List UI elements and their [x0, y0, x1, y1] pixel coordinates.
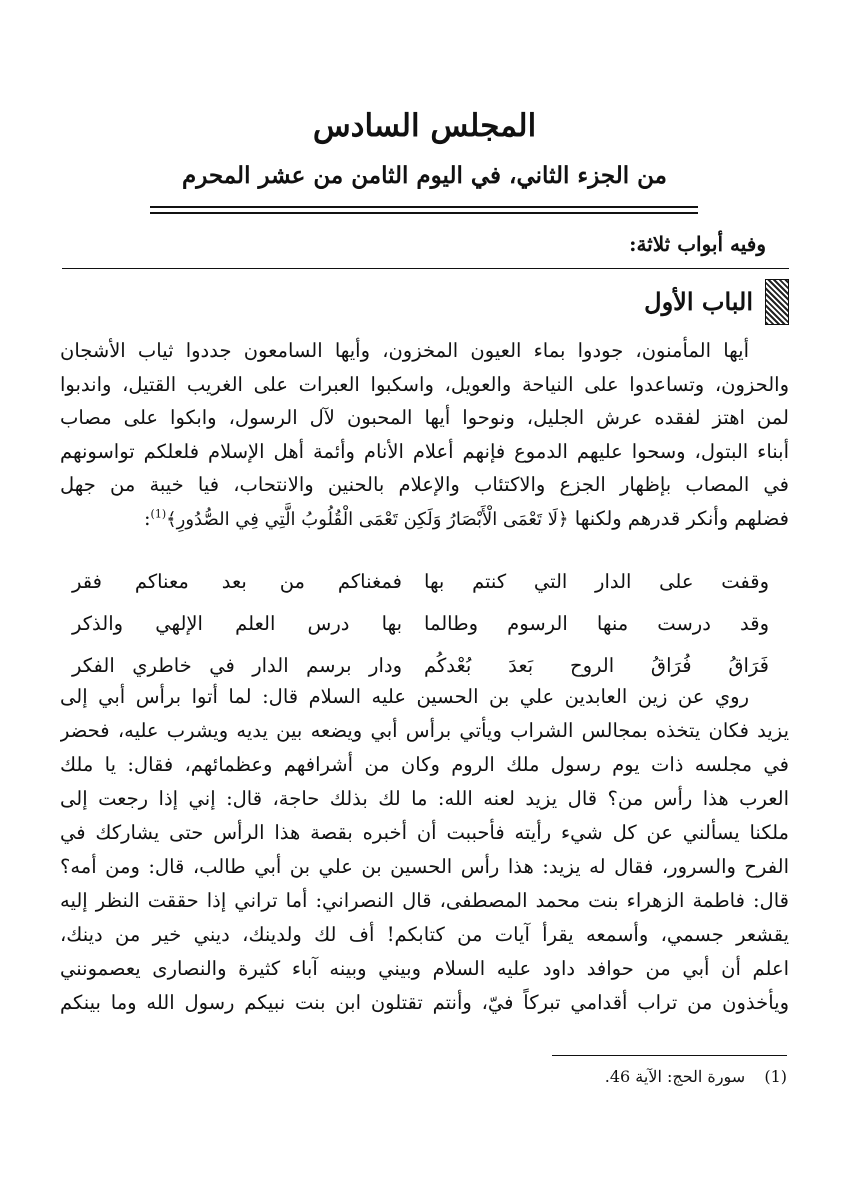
paragraph-line: والحزون، وتساعدوا على النياحة والعويل، واسكبوا العبرات على الغريب القتيل، واندبوا	[60, 372, 789, 396]
line-prefix: فضلهم وأنكر قدرهم ولكنها	[574, 506, 789, 530]
paragraph-line: يقشعر جسمي، وأسمعه يقرأ آيات من كتابكم! أف لك ولدينك، ديني خير من دينك،	[60, 923, 789, 946]
footnote-rule	[552, 1055, 787, 1056]
paragraph-line: ملكنا يسألني عن كل شيء رأيته فأحببت أن أخبره بقصة هذا الرأس حتى يشاركك في	[60, 821, 789, 844]
poem-hemistich-second: فمغناكم من بعد معناكم فقر	[72, 569, 402, 593]
section-marker-icon	[765, 279, 789, 325]
title-divider-bottom	[150, 212, 698, 214]
poem-hemistich-first: وقفت على الدار التي كنتم بها	[424, 569, 769, 593]
poem-hemistich-first: فَرَاقُ فُرَاقُ الروح بَعدَ بُعْدكُم	[424, 653, 769, 677]
paragraph-line: لمن اهتز لفقده عرش الجليل، ونوحوا أيها المحبون لآل الرسول، وابكوا على مصاب	[60, 406, 789, 430]
paragraph-line: ويأخذون من تراب أقدامي تبركاً فيّ، وأنتم تقتلون ابن بنت نبيكم رسول الله وما بينكم	[60, 991, 789, 1014]
paragraph-line: العرب هذا رأس من؟ قال يزيد لعنه الله: ما لك بذلك حاجة، قال: إني إذا رجعت إلى	[60, 787, 789, 810]
paragraph-line: أيها المأمنون، جودوا بماء العيون المخزون، وأيها السامعون جددوا ثياب الأشجان	[60, 339, 749, 362]
paragraph-1	[60, 334, 789, 537]
poem	[60, 560, 789, 686]
poem-hemistich-second: بها درس العلم الإلهي والذكر	[72, 611, 402, 635]
footnote-number: (1)	[764, 1067, 787, 1086]
footnote-marker: (1)	[150, 507, 167, 521]
poem-hemistich-second: ودار برسم الدار في خاطري الفكر	[72, 653, 402, 677]
paragraph-line: يزيد فكان يتخذه بمجالس الشراب ويأتي برأس أبي ويضعه بين يديه ويشرب عليه، فحضر	[60, 719, 789, 742]
footnote	[605, 1064, 787, 1090]
poem-verse	[60, 602, 789, 644]
intro-text: وفيه أبواب ثلاثة:	[629, 232, 766, 256]
poem-hemistich-first: وقد درست منها الرسوم وطالما	[424, 611, 769, 635]
paragraph-2	[60, 680, 789, 1020]
title-divider-top	[150, 206, 698, 208]
paragraph-line: اعلم أن أبي من حوافد داود عليه السلام وبيني وبينه آباء كثيرة والنصارى يعصمونني	[60, 957, 789, 980]
line-suffix: :	[143, 506, 151, 530]
paragraph-line-quran	[60, 502, 789, 537]
paragraph-line: قال: فاطمة الزهراء بنت محمد المصطفى، قال النصراني: أما تراني إذا حققت النظر إليه	[60, 889, 789, 912]
paragraph-line: أبناء البتول، وسحوا عليهم الدموع فإنهم أعلام الأنام وأئمة أهل الإسلام فلعلكم تواسونهم	[60, 439, 789, 463]
paragraph-line: في مجلسه ذات يوم رسول ملك الروم وكان من أشرافهم وعظمائهم، فقال: يا ملك	[60, 753, 789, 776]
section-heading	[644, 280, 789, 324]
poem-verse	[60, 560, 789, 602]
quran-verse: ﴿لَا تَعْمَى الْأَبْصَارُ وَلَكِن تَعْمَى الْقُلُوبُ الَّتِي فِي الصُّدُورِ﴾	[166, 508, 569, 530]
section-title: الباب الأول	[644, 287, 753, 316]
footnote-text: سورة الحج: الآية 46.	[604, 1067, 746, 1086]
chapter-subtitle: من الجزء الثاني، في اليوم الثامن من عشر المحرم	[181, 162, 667, 189]
section-rule-top	[62, 268, 789, 269]
chapter-title: المجلس السادس	[312, 108, 537, 144]
paragraph-line: في المصاب بإظهار الجزع والاكتئاب والإعلام بالحنين والانتحاب، فيا خيبة من جهل	[60, 473, 789, 497]
paragraph-line: روي عن زين العابدين علي بن الحسين عليه السلام قال: لما أتوا برأس أبي إلى	[60, 685, 749, 708]
paragraph-line: الفرح والسرور، فقال له يزيد: هذا رأس الحسين بن علي بن أبي طالب، قال: ومن أمه؟	[60, 855, 789, 878]
